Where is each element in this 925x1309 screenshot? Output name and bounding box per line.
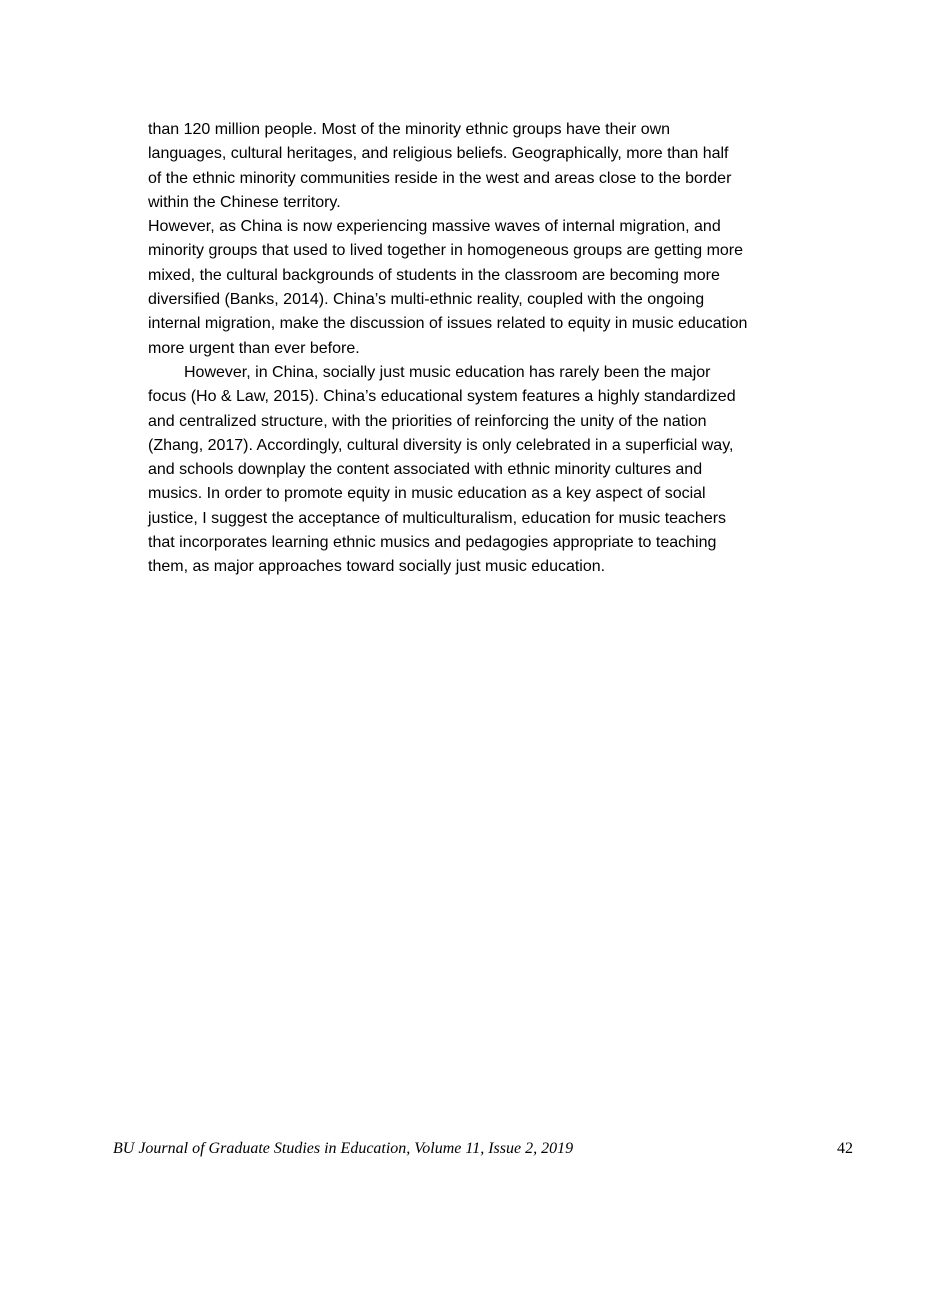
text-line: (Zhang, 2017). Accordingly, cultural diversity is only celebrated in a superficial way,: [148, 436, 734, 454]
text-line: diversified (Banks, 2014). China’s multi-ethnic reality, coupled with the ongoing: [148, 291, 705, 309]
text-line: mixed, the cultural backgrounds of students in the classroom are becoming more: [148, 266, 720, 284]
paragraph-continuation: [148, 118, 788, 215]
text-line: that incorporates learning ethnic musics and pedagogies appropriate to teaching: [148, 534, 717, 552]
text-line: them, as major approaches toward socially just music education.: [148, 558, 606, 576]
footer-journal-citation: BU Journal of Graduate Studies in Education, Volume 11, Issue 2, 2019: [113, 1140, 574, 1157]
paragraph-migration: [148, 215, 788, 361]
text-line: musics. In order to promote equity in music education as a key aspect of social: [148, 485, 706, 503]
paragraph-socially-just-music-education: [148, 361, 788, 580]
text-line: justice, I suggest the acceptance of multiculturalism, education for music teachers: [148, 509, 727, 527]
text-line: of the ethnic minority communities reside in the west and areas close to the border: [148, 169, 732, 187]
text-line: However, in China, socially just music education has rarely been the major: [184, 363, 711, 381]
text-line: However, as China is now experiencing massive waves of internal migration, and: [148, 218, 721, 236]
page-number: 42: [837, 1140, 853, 1157]
text-line: and schools downplay the content associated with ethnic minority cultures and: [148, 461, 703, 479]
body-text: [148, 118, 788, 580]
text-line: languages, cultural heritages, and religious beliefs. Geographically, more than half: [148, 145, 729, 163]
page-footer: [113, 1138, 853, 1160]
text-line: minority groups that used to lived together in homogeneous groups are getting more: [148, 242, 744, 260]
text-line: within the Chinese territory.: [148, 193, 341, 211]
text-line: than 120 million people. Most of the minority ethnic groups have their own: [148, 121, 671, 138]
text-line: and centralized structure, with the priorities of reinforcing the unity of the nation: [148, 412, 707, 430]
text-line: focus (Ho & Law, 2015). China’s educational system features a highly standardized: [148, 388, 736, 406]
text-line: internal migration, make the discussion of issues related to equity in music education: [148, 315, 748, 333]
text-line: more urgent than ever before.: [148, 339, 360, 357]
